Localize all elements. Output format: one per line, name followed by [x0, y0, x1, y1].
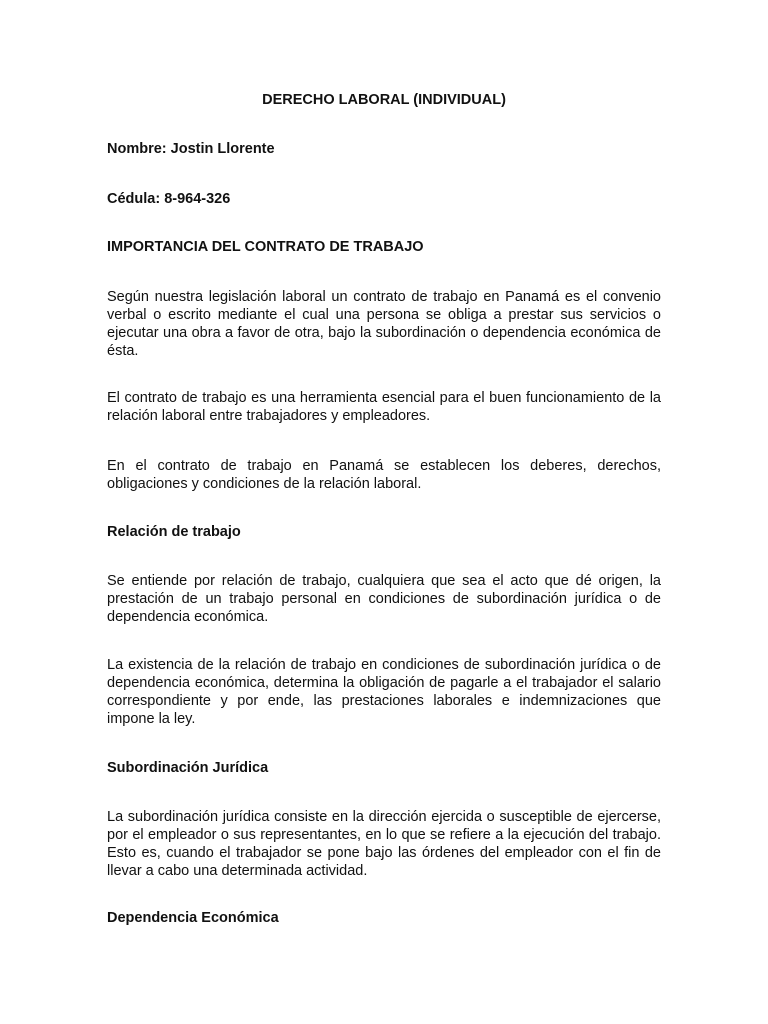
section-heading-relation: Relación de trabajo [107, 524, 241, 540]
paragraph-5: La existencia de la relación de trabajo en condiciones de subordinación jurídica o de dependencia económica, determina la obligación de pagarle a el trabajador el salario correspondiente y por ende, las prestaciones laborales e indemnizaciones que impone la ley. [107, 657, 661, 727]
section-heading-subordination: Subordinación Jurídica [107, 760, 269, 776]
paragraph-4: Se entiende por relación de trabajo, cualquiera que sea el acto que dé origen, la prestación de un trabajo personal en condiciones de subordinación jurídica o de dependencia económica. [107, 573, 661, 625]
document-title: DERECHO LABORAL (INDIVIDUAL) [262, 92, 506, 108]
section-heading-importance: IMPORTANCIA DEL CONTRATO DE TRABAJO [107, 239, 424, 255]
paragraph-2: El contrato de trabajo es una herramienta esencial para el buen funcionamiento de la relación laboral entre trabajadores y empleadores. [107, 390, 661, 424]
id-line: Cédula: 8-964-326 [107, 191, 231, 207]
paragraph-1: Según nuestra legislación laboral un contrato de trabajo en Panamá es el convenio verbal o escrito mediante el cual una persona se obliga a prestar sus servicios o ejecutar una obra a favor de otra, bajo la subordinación o dependencia económica de ésta. [107, 289, 661, 359]
paragraph-6: La subordinación jurídica consiste en la dirección ejercida o susceptible de ejercerse, por el empleador o sus representantes, en lo que se refiere a la ejecución del trabajo. Esto es, cuando el trabajador se pone bajo las órdenes del empleador con el fin de llevar a cabo una determinada actividad. [107, 809, 661, 879]
section-heading-dependency: Dependencia Económica [107, 910, 279, 926]
paragraph-3: En el contrato de trabajo en Panamá se establecen los deberes, derechos, obligaciones y condiciones de la relación laboral. [107, 458, 661, 492]
name-line: Nombre: Jostin Llorente [107, 141, 275, 157]
